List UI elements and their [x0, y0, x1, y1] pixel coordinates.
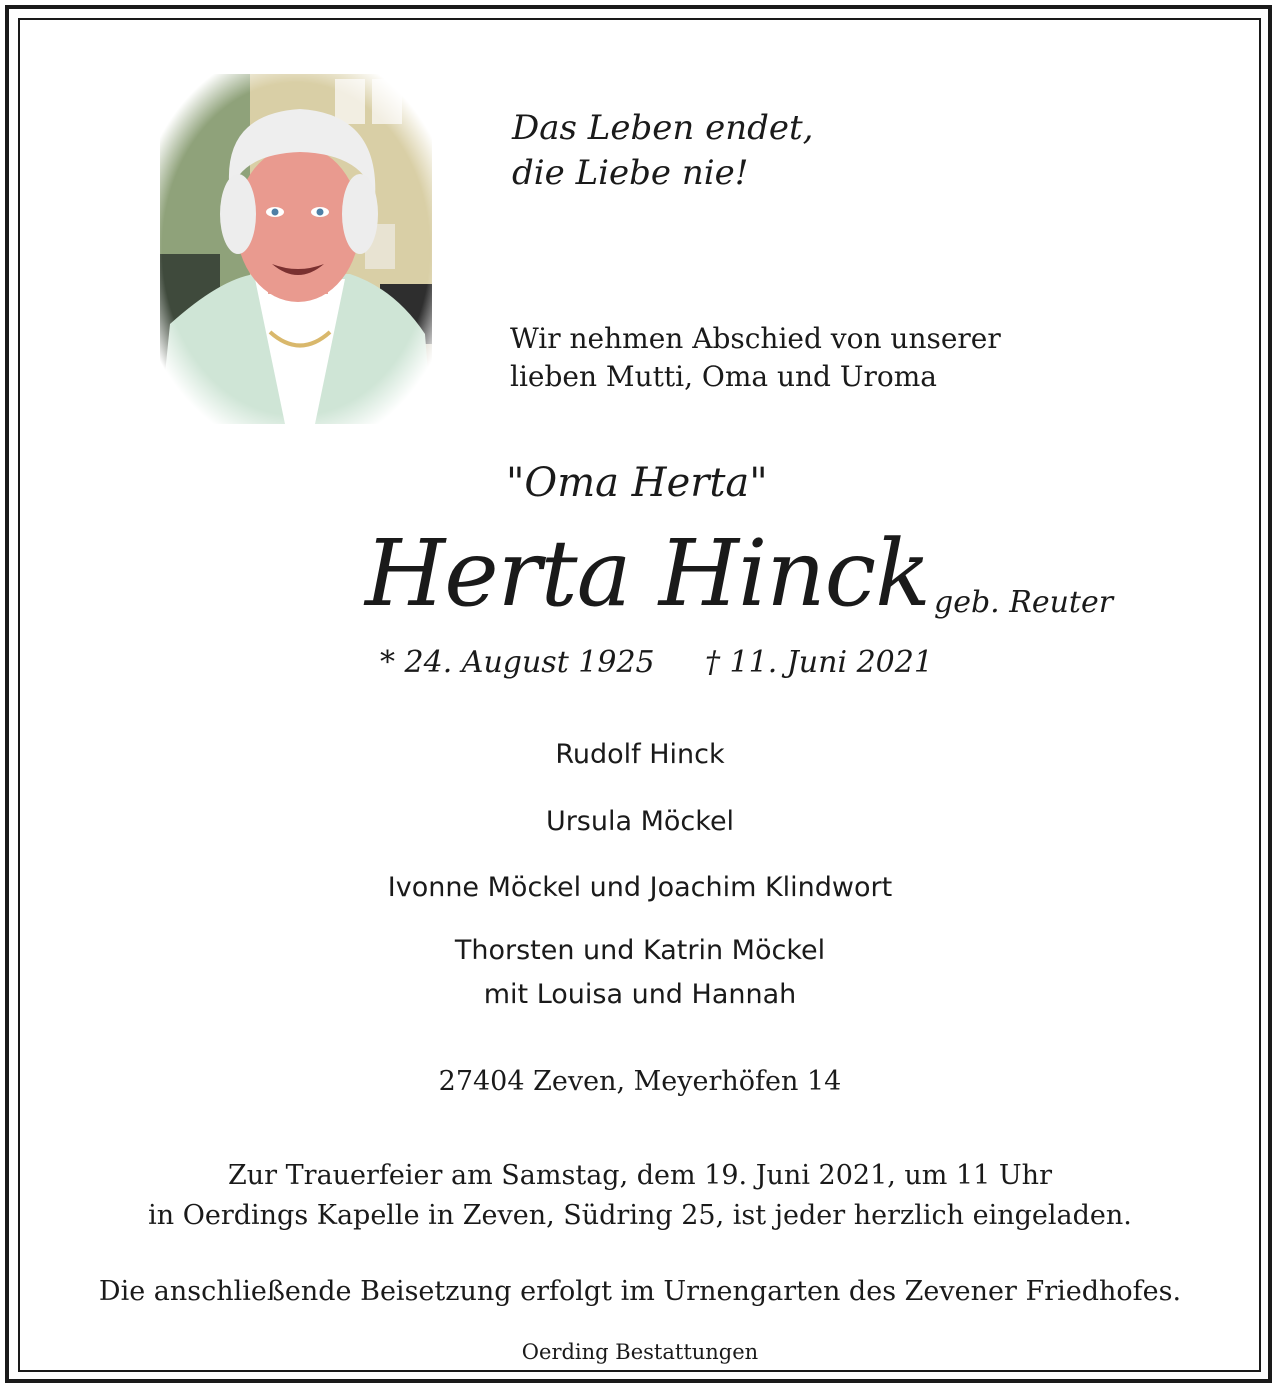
mourner-1: Rudolf Hinck — [555, 739, 725, 770]
service-line-2: in Oerdings Kapelle in Zeven, Südring 25, ist jeder herzlich eingeladen. — [148, 1200, 1132, 1231]
birth-date: * 24. August 1925 — [380, 645, 655, 680]
mourner-5: mit Louisa und Hannah — [483, 979, 797, 1010]
farewell-line-2: lieben Mutti, Oma und Uroma — [510, 360, 937, 393]
address: 27404 Zeven, Meyerhöfen 14 — [438, 1066, 842, 1097]
mourner-2: Ursula Möckel — [545, 806, 735, 837]
motto-line-1: Das Leben endet, — [512, 108, 814, 148]
deceased-name: Herta Hinck — [365, 520, 930, 627]
maiden-name: geb. Reuter — [934, 585, 1114, 620]
portrait-photo — [160, 74, 432, 424]
farewell-line-1: Wir nehmen Abschied von unserer — [510, 322, 1001, 355]
death-date: † 11. Juni 2021 — [705, 645, 933, 680]
burial-note: Die anschließende Beisetzung erfolgt im Urnengarten des Zevener Friedhofes. — [98, 1276, 1182, 1307]
service-line-1: Zur Trauerfeier am Samstag, dem 19. Juni 2021, um 11 Uhr — [228, 1160, 1052, 1191]
motto-line-2: die Liebe nie! — [512, 153, 749, 193]
mourner-3: Ivonne Möckel und Joachim Klindwort — [387, 872, 893, 903]
nickname: "Oma Herta" — [506, 460, 768, 506]
undertaker: Oerding Bestattungen — [521, 1340, 759, 1364]
mourner-4: Thorsten und Katrin Möckel — [454, 935, 826, 966]
